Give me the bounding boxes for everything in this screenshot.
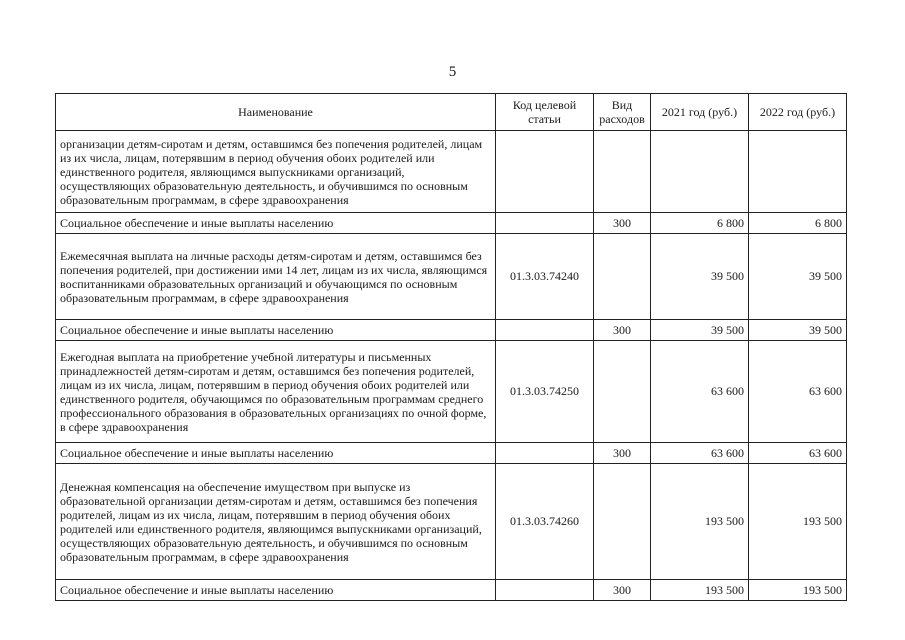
- row-code: [496, 213, 594, 234]
- row-2022: 193 500: [749, 464, 847, 580]
- budget-table: [55, 93, 847, 601]
- table-row: [56, 443, 847, 464]
- row-2022: 63 600: [749, 443, 847, 464]
- row-name: организации детям-сиротам и детям, оставшимся без попечения родителей, лицам из их числа, лицам, потерявшим в период обучения обоих родителей или единственного родителя, являющимся выпускниками организаций, осуществляющих образовательную деятельность, и обучившимся по основным образовательным программам, в сфере здравоохранения: [56, 131, 496, 213]
- row-name: Социальное обеспечение и иные выплаты населению: [56, 443, 496, 464]
- table-row: [56, 131, 847, 213]
- row-2022: 6 800: [749, 213, 847, 234]
- row-kind: 300: [594, 213, 651, 234]
- row-2021: 193 500: [651, 580, 749, 601]
- row-name: Ежемесячная выплата на личные расходы детям-сиротам и детям, оставшимся без попечения родителей, при достижении ими 14 лет, лицам из их числа, являющимся воспитанниками образовательных организаций и обучающимся по основным образовательным программам, в сфере здравоохранения: [56, 234, 496, 320]
- row-2021: 63 600: [651, 443, 749, 464]
- table-row: [56, 464, 847, 580]
- row-name: Социальное обеспечение и иные выплаты населению: [56, 213, 496, 234]
- row-name: Ежегодная выплата на приобретение учебной литературы и письменных принадлежностей детям-сиротам и детям, оставшимся без попечения родителей, лицам из их числа, лицам, потерявшим в период обучения обоих родителей или единственного родителя, обучающимся по образовательным программам среднего профессионального образования в образовательных организациях по очной форме, в сфере здравоохранения: [56, 341, 496, 443]
- row-2021: 39 500: [651, 320, 749, 341]
- header-code: Код целевой статьи: [496, 94, 594, 131]
- row-2022: [749, 131, 847, 213]
- row-code: 01.3.03.74260: [496, 464, 594, 580]
- table-row: [56, 213, 847, 234]
- header-2022: 2022 год (руб.): [749, 94, 847, 131]
- row-kind: [594, 464, 651, 580]
- row-2022: 193 500: [749, 580, 847, 601]
- header-kind: Вид расходов: [594, 94, 651, 131]
- row-name: Денежная компенсация на обеспечение имуществом при выпуске из образовательной организации детям-сиротам и детям, оставшимся без попечения родителей, лицам из их числа, лицам, потерявшим в период обучения обоих родителей или единственного родителя, являющимся выпускниками организаций, осуществляющих образовательную деятельность, и обучившимся по основным образовательным программам, в сфере здравоохранения: [56, 464, 496, 580]
- row-kind: 300: [594, 320, 651, 341]
- row-2021: 193 500: [651, 464, 749, 580]
- row-kind: [594, 341, 651, 443]
- row-2021: 63 600: [651, 341, 749, 443]
- row-code: 01.3.03.74250: [496, 341, 594, 443]
- table-row: [56, 234, 847, 320]
- table-row: [56, 320, 847, 341]
- table-row: [56, 341, 847, 443]
- row-kind: 300: [594, 443, 651, 464]
- row-2021: 39 500: [651, 234, 749, 320]
- row-kind: 300: [594, 580, 651, 601]
- row-kind: [594, 234, 651, 320]
- row-2022: 39 500: [749, 320, 847, 341]
- row-code: [496, 443, 594, 464]
- table-row: [56, 580, 847, 601]
- row-name: Социальное обеспечение и иные выплаты населению: [56, 580, 496, 601]
- row-name: Социальное обеспечение и иные выплаты населению: [56, 320, 496, 341]
- row-code: 01.3.03.74240: [496, 234, 594, 320]
- row-code: [496, 580, 594, 601]
- page-number: 5: [448, 64, 457, 80]
- row-kind: [594, 131, 651, 213]
- row-code: [496, 131, 594, 213]
- table-header-row: [56, 94, 847, 131]
- row-2021: 6 800: [651, 213, 749, 234]
- row-code: [496, 320, 594, 341]
- header-name: Наименование: [56, 94, 496, 131]
- header-2021: 2021 год (руб.): [651, 94, 749, 131]
- row-2022: 63 600: [749, 341, 847, 443]
- row-2022: 39 500: [749, 234, 847, 320]
- row-2021: [651, 131, 749, 213]
